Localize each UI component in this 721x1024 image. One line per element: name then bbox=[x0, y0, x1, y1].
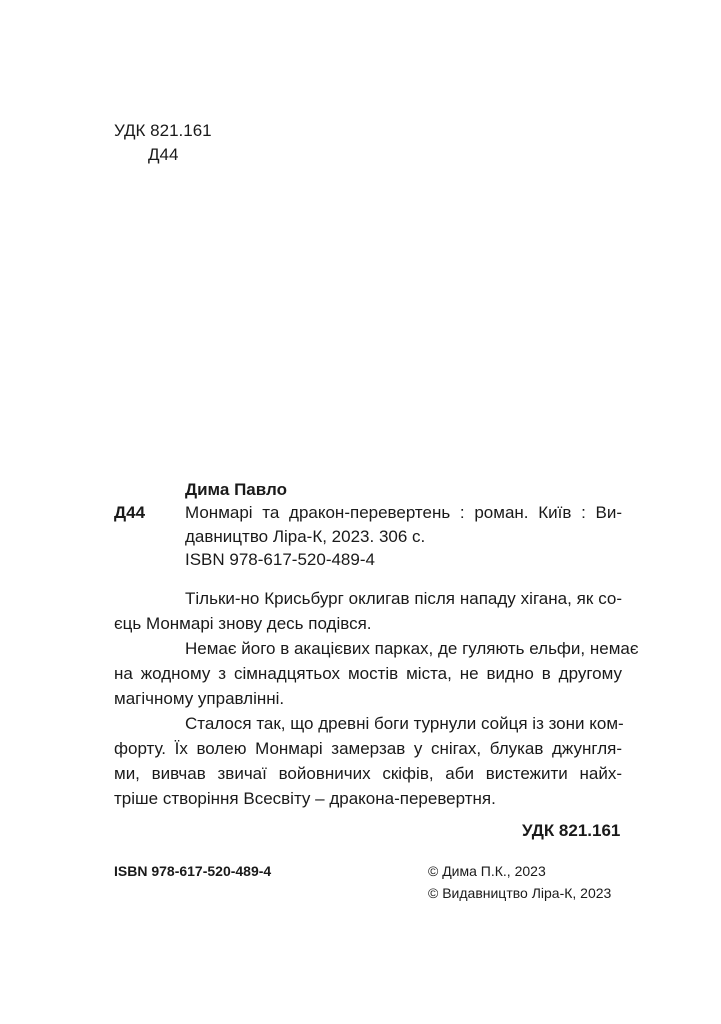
annotation-line: Тільки-но Крисьбург оклигав після нападу хігана, як со- bbox=[185, 589, 622, 608]
annotation-line: магічному управлінні. bbox=[114, 689, 285, 708]
annotation-line: на жодному з сімнадцятьох мостів міста, не видно в другому bbox=[114, 664, 622, 683]
bottom-isbn: ISBN 978-617-520-489-4 bbox=[114, 863, 272, 879]
top-udc-code: УДК 821.161 bbox=[114, 121, 212, 140]
copyright-author: © Дима П.К., 2023 bbox=[428, 863, 546, 879]
catalog-title-line-2: давництво Ліра-К, 2023. 306 с. bbox=[185, 527, 426, 546]
catalog-author: Дима Павло bbox=[185, 480, 287, 499]
bottom-udc-code: УДК 821.161 bbox=[522, 821, 621, 840]
copyright-publisher: © Видавництво Ліра-К, 2023 bbox=[428, 885, 612, 901]
annotation-line: єць Монмарі знову десь подівся. bbox=[114, 614, 372, 633]
top-author-mark: Д44 bbox=[148, 145, 179, 164]
annotation-line: Немає його в акацієвих парках, де гуляють ельфи, немає bbox=[185, 639, 639, 658]
annotation-line: тріше створіння Всесвіту – дракона-перевертня. bbox=[114, 789, 496, 808]
annotation bbox=[114, 586, 639, 811]
catalog-isbn: ISBN 978-617-520-489-4 bbox=[185, 550, 375, 569]
annotation-line: Сталося так, що древні боги турнули сойця із зони ком- bbox=[185, 714, 624, 733]
annotation-line: форту. Їх волею Монмарі замерзав у снігах, блукав джунгля- bbox=[114, 739, 622, 758]
catalog-title-line-1: Монмарі та дракон-перевертень : роман. Київ : Ви- bbox=[185, 503, 622, 522]
catalog-mark: Д44 bbox=[114, 503, 146, 522]
annotation-line: ми, вивчав звичаї войовничих скіфів, аби вистежити найх- bbox=[114, 764, 622, 783]
